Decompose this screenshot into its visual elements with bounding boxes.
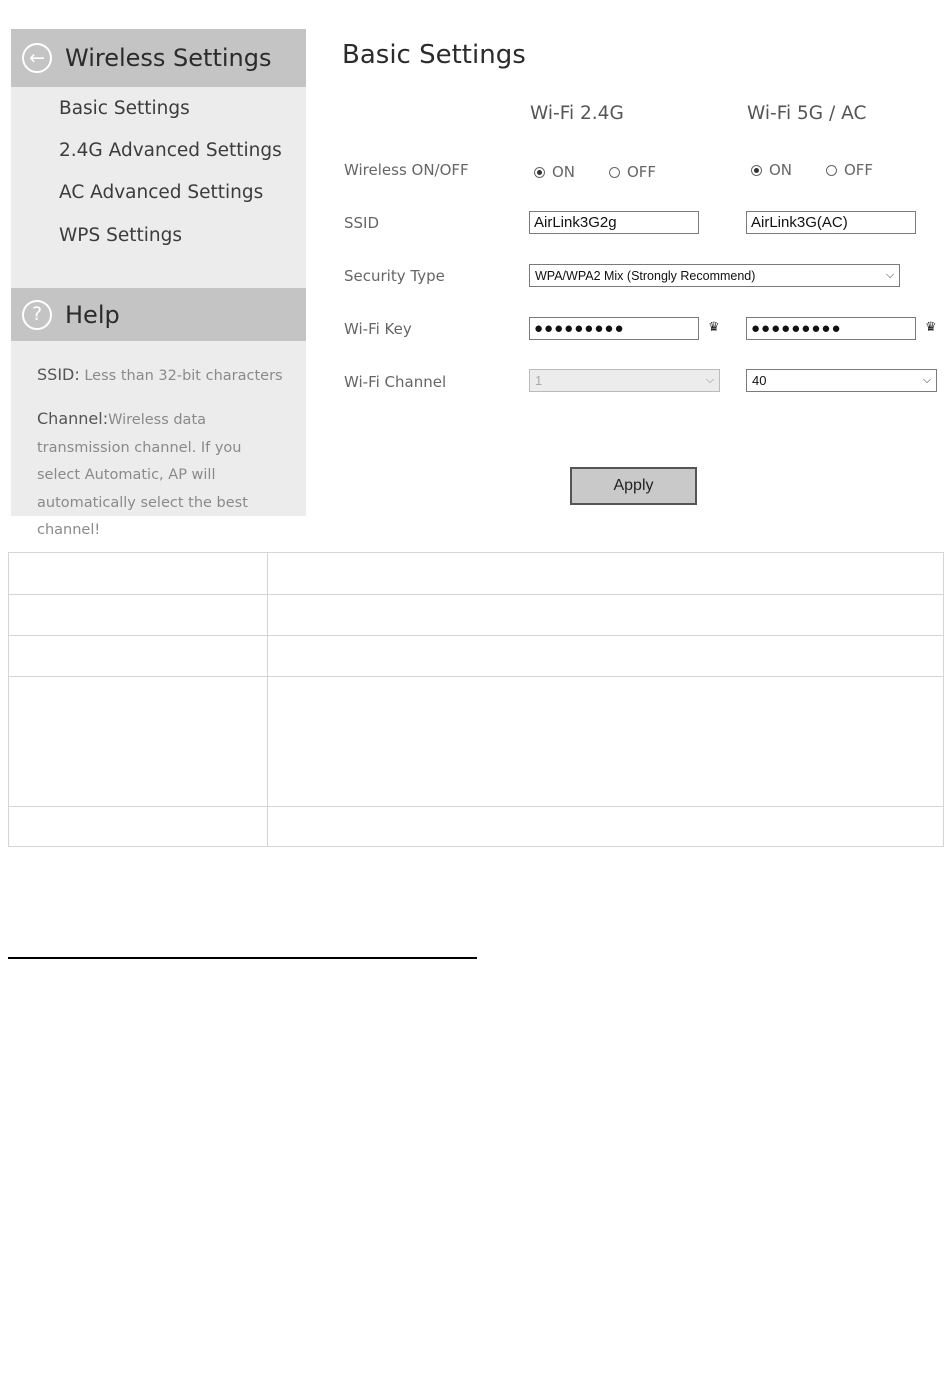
show-password-24g-eye-icon[interactable]: ♛ bbox=[708, 320, 720, 335]
wifi-key-24g-input[interactable]: ●●●●●●●●● bbox=[529, 317, 699, 340]
ssid-5g-input[interactable] bbox=[746, 211, 916, 234]
channel-24g-select bbox=[529, 369, 720, 392]
empty-table bbox=[8, 552, 944, 847]
chevron-down-icon: ⌵ bbox=[705, 374, 715, 386]
radio-selected-icon bbox=[751, 165, 762, 176]
radio-selected-icon bbox=[534, 167, 545, 178]
chevron-down-icon: ⌵ bbox=[885, 269, 895, 281]
security-type-select[interactable] bbox=[529, 264, 900, 287]
help-ssid-term: SSID: bbox=[37, 365, 80, 384]
radio-5g-on-label: ON bbox=[769, 161, 793, 179]
label-security-type: Security Type bbox=[344, 267, 445, 285]
radio-5g-on[interactable] bbox=[751, 161, 792, 179]
channel-5g-value: 40 bbox=[752, 373, 767, 388]
help-channel-desc: Wireless data transmission channel. If you select Automatic, AP will automatically select the best channel! bbox=[37, 412, 248, 538]
help-ssid bbox=[37, 361, 287, 391]
help-title: Help bbox=[65, 300, 120, 329]
ssid-24g-input[interactable] bbox=[529, 211, 699, 234]
radio-24g-on[interactable] bbox=[534, 163, 575, 181]
show-password-5g-eye-icon[interactable]: ♛ bbox=[925, 320, 937, 335]
table-column-divider bbox=[267, 553, 268, 846]
apply-button[interactable]: Apply bbox=[570, 467, 697, 505]
radio-24g-off-label: OFF bbox=[627, 163, 657, 181]
channel-24g-value: 1 bbox=[535, 373, 543, 388]
radio-5g-off[interactable] bbox=[826, 161, 873, 179]
label-ssid: SSID bbox=[344, 214, 380, 232]
help-question-icon: ? bbox=[22, 300, 52, 330]
column-header-24g: Wi-Fi 2.4G bbox=[530, 103, 624, 124]
radio-unselected-icon bbox=[609, 167, 620, 178]
page-title: Basic Settings bbox=[342, 40, 526, 70]
help-ssid-desc: Less than 32-bit characters bbox=[79, 368, 283, 384]
radio-unselected-icon bbox=[826, 165, 837, 176]
table-row-divider bbox=[9, 594, 943, 595]
radio-5g-off-label: OFF bbox=[844, 161, 874, 179]
help-channel-term: Channel: bbox=[37, 409, 109, 428]
sidebar-header bbox=[11, 29, 306, 87]
back-arrow-icon[interactable]: ← bbox=[22, 43, 52, 73]
table-row-divider bbox=[9, 806, 943, 807]
sidebar-item-ac-advanced[interactable]: AC Advanced Settings bbox=[59, 182, 264, 203]
column-header-5g: Wi-Fi 5G / AC bbox=[747, 103, 867, 124]
table-row-divider bbox=[9, 676, 943, 677]
chevron-down-icon: ⌵ bbox=[922, 374, 932, 386]
label-wireless-onoff: Wireless ON/OFF bbox=[344, 161, 469, 179]
horizontal-rule bbox=[8, 957, 477, 959]
help-channel bbox=[37, 405, 287, 545]
radio-24g-off[interactable] bbox=[609, 163, 656, 181]
security-type-value: WPA/WPA2 Mix (Strongly Recommend) bbox=[535, 268, 756, 283]
radio-24g-on-label: ON bbox=[552, 163, 576, 181]
help-header bbox=[11, 288, 306, 341]
sidebar bbox=[11, 29, 306, 538]
sidebar-item-wps-settings[interactable]: WPS Settings bbox=[59, 225, 182, 246]
sidebar-item-basic-settings[interactable]: Basic Settings bbox=[59, 98, 190, 119]
label-wifi-key: Wi-Fi Key bbox=[344, 320, 412, 338]
wifi-key-5g-input[interactable]: ●●●●●●●●● bbox=[746, 317, 916, 340]
sidebar-item-24g-advanced[interactable]: 2.4G Advanced Settings bbox=[59, 140, 282, 161]
channel-5g-select[interactable] bbox=[746, 369, 937, 392]
label-wifi-channel: Wi-Fi Channel bbox=[344, 373, 447, 391]
sidebar-title: Wireless Settings bbox=[65, 44, 272, 72]
table-row-divider bbox=[9, 635, 943, 636]
